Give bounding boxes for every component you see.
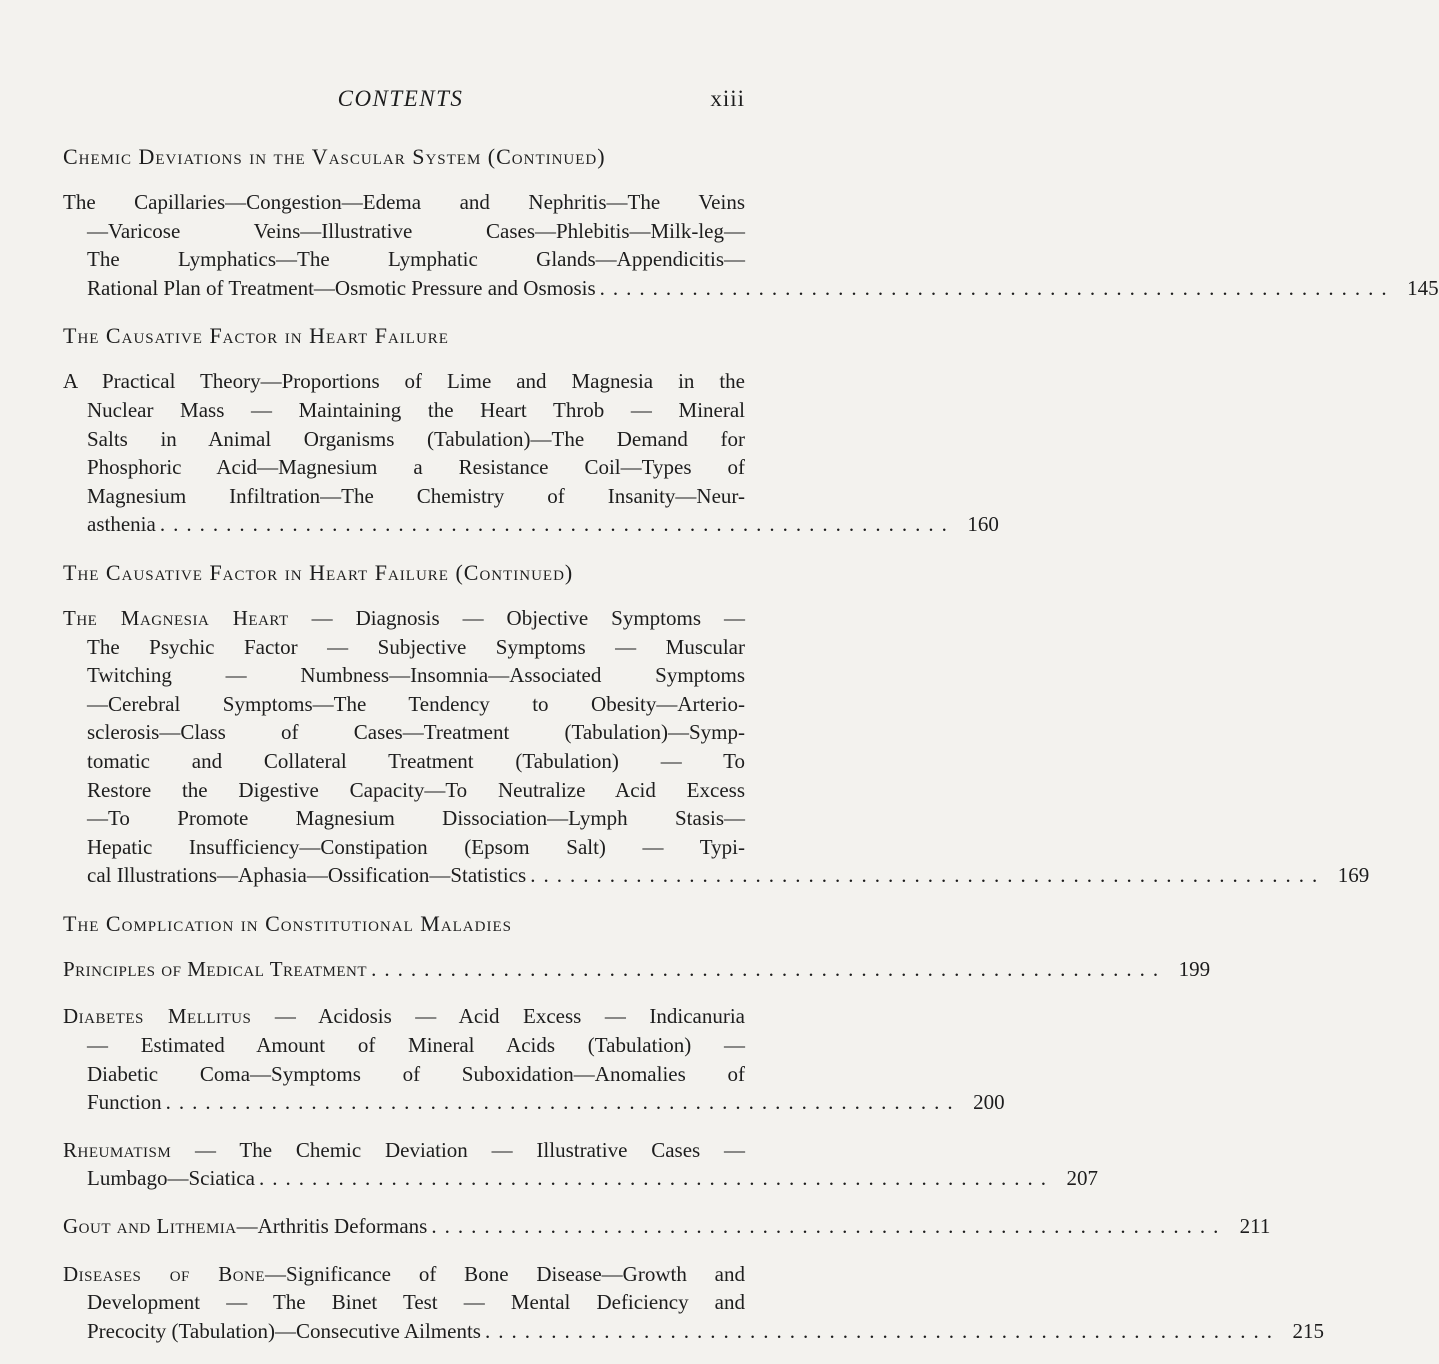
entry-line: Precocity (Tabulation)—Consecutive Ailments bbox=[87, 1318, 481, 1343]
entry-line: Hepatic Insufficiency—Constipation (Epsom Salt) — Typi- bbox=[87, 834, 745, 859]
running-head bbox=[0, 86, 801, 116]
entry-lead: The Magnesia Heart bbox=[63, 605, 289, 630]
entry-last-line bbox=[63, 274, 1439, 303]
page-number: 207 bbox=[1066, 1166, 1098, 1191]
entry-line: —Varicose Veins—Illustrative Cases—Phlebitis—Milk-leg— bbox=[87, 218, 745, 243]
dot-leader: ............................................................ bbox=[159, 512, 955, 537]
entry-line bbox=[63, 604, 745, 633]
entry-line: Twitching — Numbness—Insomnia—Associated Symptoms bbox=[87, 663, 745, 688]
entry-line: — Estimated Amount of Mineral Acids (Tabulation) — bbox=[87, 1033, 745, 1058]
entry-line: Lumbago—Sciatica bbox=[87, 1166, 255, 1191]
entry-line: Restore the Digestive Capacity—To Neutralize Acid Excess bbox=[87, 777, 745, 802]
entry-last-line bbox=[63, 861, 1370, 890]
entry-line-text: — The Chemic Deviation — Illustrative Cases — bbox=[171, 1137, 745, 1162]
page-number: 199 bbox=[1178, 956, 1211, 981]
dot-leader: ............................................................ bbox=[165, 1090, 961, 1115]
entry-line: Rational Plan of Treatment—Osmotic Pressure and Osmosis bbox=[87, 275, 596, 300]
page-number: 200 bbox=[973, 1090, 1005, 1115]
dot-leader: ............................................................ bbox=[258, 1166, 1054, 1191]
entry-line: tomatic and Collateral Treatment (Tabulation) — To bbox=[87, 748, 745, 773]
page-number: 215 bbox=[1292, 1318, 1324, 1343]
entry-line bbox=[63, 1212, 427, 1241]
entry-line-text: — Acidosis — Acid Excess — Indicanuria bbox=[251, 1004, 745, 1029]
running-head-title: CONTENTS bbox=[337, 86, 464, 111]
entry-line: asthenia bbox=[87, 512, 156, 537]
contents-entry bbox=[63, 1260, 1324, 1346]
entry-line: Magnesium Infiltration—The Chemistry of Insanity—Neur- bbox=[87, 483, 745, 508]
entry-line: cal Illustrations—Aphasia—Ossification—Statistics bbox=[87, 863, 527, 888]
contents-entry bbox=[63, 1136, 1098, 1193]
entry-lead: Diseases of Bone bbox=[63, 1261, 266, 1286]
section-heading: Chemic Deviations in the Vascular System (Continued) bbox=[63, 144, 606, 169]
section-heading: The Causative Factor in Heart Failure (Continued) bbox=[63, 559, 574, 585]
contents-entry bbox=[63, 188, 1439, 302]
entry-lead: Principles of Medical Treatment bbox=[63, 956, 368, 981]
entry-line: Function bbox=[87, 1090, 162, 1115]
entry-line-text: —Arthritis Deformans bbox=[236, 1214, 428, 1239]
section-heading: The Complication in Constitutional Maladies bbox=[63, 910, 512, 936]
contents-entry bbox=[63, 955, 1211, 984]
entry-line: Development — The Binet Test — Mental Deficiency and bbox=[87, 1290, 745, 1315]
contents-list bbox=[63, 142, 1439, 1364]
dot-leader: ............................................................ bbox=[371, 956, 1167, 981]
entry-last-line bbox=[63, 510, 999, 539]
entry-last-line bbox=[63, 1088, 1005, 1117]
entry-lead: Gout and Lithemia bbox=[63, 1214, 237, 1239]
entry-line: Phosphoric Acid—Magnesium a Resistance Coil—Types of bbox=[87, 455, 745, 480]
entry-line: A Practical Theory—Proportions of Lime and Magnesia in the bbox=[63, 369, 745, 394]
entry-line: Nuclear Mass — Maintaining the Heart Throb — Mineral bbox=[87, 397, 745, 422]
entry-line: The Psychic Factor — Subjective Symptoms — Muscular bbox=[87, 634, 745, 659]
dot-leader: ............................................................ bbox=[431, 1214, 1227, 1239]
entry-line: Salts in Animal Organisms (Tabulation)—The Demand for bbox=[87, 426, 745, 451]
entry-lead: Rheumatism bbox=[63, 1137, 172, 1162]
entry-line: Diabetic Coma—Symptoms of Suboxidation—Anomalies of bbox=[87, 1061, 745, 1086]
dot-leader: ............................................................ bbox=[484, 1318, 1280, 1343]
page-number: 160 bbox=[967, 512, 999, 537]
entry-last-line bbox=[63, 1317, 1324, 1346]
entry-last-line bbox=[63, 955, 1211, 984]
page-number: 211 bbox=[1239, 1214, 1271, 1239]
entry-line: —To Promote Magnesium Dissociation—Lymph Stasis— bbox=[87, 806, 745, 831]
entry-line: The Capillaries—Congestion—Edema and Nephritis—The Veins bbox=[63, 190, 745, 214]
page-number: 145 bbox=[1407, 275, 1439, 300]
dot-leader: ............................................................ bbox=[530, 863, 1326, 888]
contents-entry bbox=[63, 367, 999, 539]
contents-entry bbox=[63, 1212, 1271, 1241]
entry-lead: Diabetes Mellitus bbox=[63, 1004, 252, 1029]
page-number: 169 bbox=[1337, 863, 1370, 888]
dot-leader: ............................................................ bbox=[599, 275, 1395, 300]
entry-line: sclerosis—Class of Cases—Treatment (Tabulation)—Symp- bbox=[87, 720, 745, 745]
contents-entry bbox=[63, 604, 1370, 890]
entry-line-text: — Diagnosis — Objective Symptoms — bbox=[288, 605, 745, 630]
entry-line: —Cerebral Symptoms—The Tendency to Obesity—Arterio- bbox=[87, 691, 745, 716]
running-head-page-number: xiii bbox=[710, 86, 745, 111]
entry-last-line bbox=[63, 1212, 1271, 1241]
contents-entry bbox=[63, 1002, 1005, 1116]
entry-line bbox=[63, 1136, 745, 1165]
entry-last-line bbox=[63, 1164, 1098, 1193]
entry-line: The Lymphatics—The Lymphatic Glands—Appendicitis— bbox=[87, 247, 745, 272]
entry-line bbox=[63, 1260, 745, 1289]
section-heading: The Causative Factor in Heart Failure bbox=[63, 323, 449, 349]
entry-line-text: —Significance of Bone Disease—Growth and bbox=[265, 1261, 745, 1286]
entry-line bbox=[63, 1002, 745, 1031]
